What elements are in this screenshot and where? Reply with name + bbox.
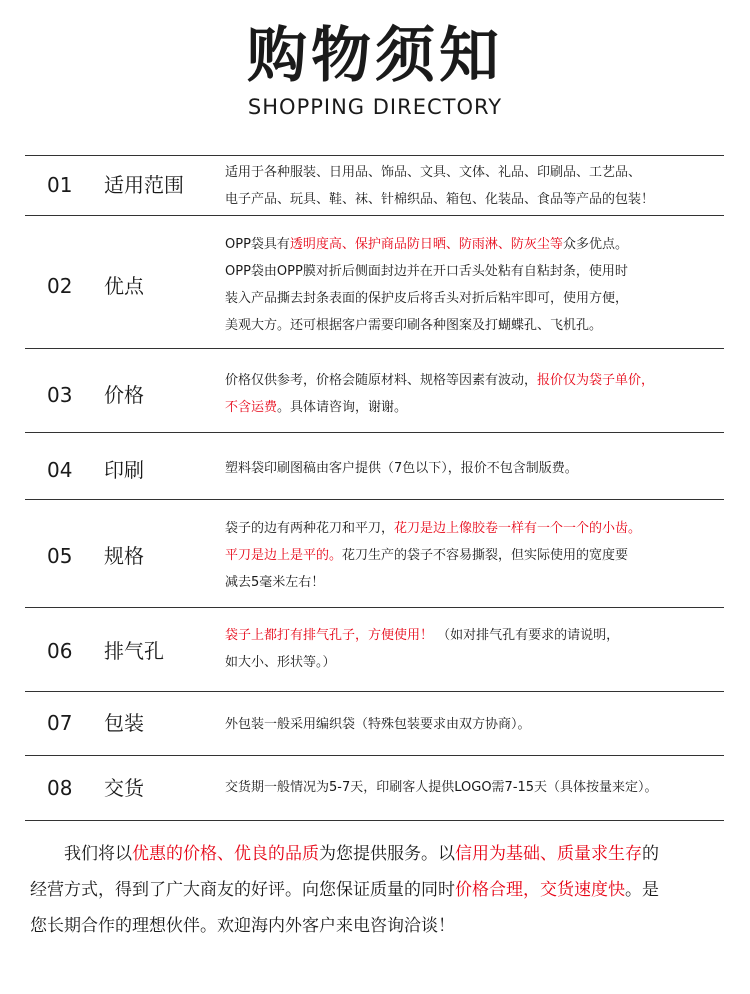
body-text: OPP袋由OPP膜对折后侧面封边并在开口舌头处粘有自粘封条，使用时 — [225, 264, 628, 279]
row-description — [225, 515, 725, 596]
text-line — [225, 622, 725, 649]
text-line — [225, 186, 725, 213]
text-line — [30, 908, 730, 944]
row-divider — [25, 820, 724, 821]
row-divider — [25, 499, 724, 500]
row-label: 优点 — [104, 274, 144, 298]
body-text: 电子产品、玩具、鞋、袜、针棉织品、箱包、化装品、食品等产品的包装！ — [225, 192, 655, 207]
text-line — [225, 774, 725, 801]
text-line — [225, 649, 725, 676]
row-description — [225, 231, 725, 339]
body-text: 装入产品撕去封条表面的保护皮后将舌头对折后粘牢即可，使用方便， — [225, 291, 629, 306]
body-text: 经营方式，得到了广大商友的好评。向您保证质量的同时 — [30, 880, 455, 900]
row-label: 包装 — [104, 711, 144, 735]
body-text: 的 — [642, 844, 659, 864]
body-text: 。是 — [625, 880, 659, 900]
body-text: 外包装一般采用编织袋（特殊包装要求由双方协商）。 — [225, 717, 531, 732]
text-line — [225, 312, 725, 339]
row-divider — [25, 691, 724, 692]
row-divider — [25, 607, 724, 608]
closing-paragraph — [30, 836, 730, 944]
body-text: 如大小、形状等。） — [225, 655, 336, 670]
highlight-text: 花刀是边上像胶卷一样有一个一个的小齿。 — [394, 521, 642, 536]
body-text: （如对排气孔有要求的请说明， — [433, 628, 620, 643]
row-label: 规格 — [104, 544, 144, 568]
row-label: 印刷 — [104, 458, 144, 482]
row-label: 排气孔 — [104, 639, 164, 663]
highlight-text: 优惠的价格、优良的品质 — [132, 844, 319, 864]
text-line — [225, 542, 725, 569]
highlight-text: 信用为基础、质量求生存 — [455, 844, 642, 864]
text-line — [30, 872, 730, 908]
highlight-text: 价格合理，交货速度快 — [455, 880, 625, 900]
text-line — [225, 285, 725, 312]
row-number: 07 — [47, 711, 73, 735]
text-line — [225, 455, 725, 482]
row-divider — [25, 155, 724, 156]
text-line — [225, 569, 725, 596]
text-line — [30, 836, 730, 872]
highlight-text: 袋子上都打有排气孔子，方便使用！ — [225, 628, 434, 643]
text-line — [225, 394, 725, 421]
row-number: 06 — [47, 639, 73, 663]
row-description — [225, 774, 725, 801]
row-number: 05 — [47, 544, 73, 568]
body-text: 为您提供服务。以 — [319, 844, 455, 864]
row-description — [225, 159, 725, 213]
row-description — [225, 367, 725, 421]
row-number: 08 — [47, 776, 73, 800]
row-description — [225, 711, 725, 738]
text-line — [225, 367, 725, 394]
row-number: 01 — [47, 173, 73, 197]
body-text: 减去5毫米左右！ — [225, 575, 325, 590]
body-text: 塑料袋印刷图稿由客户提供（7色以下），报价不包含制版费。 — [225, 461, 578, 476]
highlight-text: 透明度高、保护商品防日晒、防雨淋、防灰尘等 — [289, 237, 563, 252]
page-title: 购物须知 — [247, 21, 503, 91]
body-text: 众多优点。 — [562, 237, 628, 252]
body-text: 适用于各种服装、日用品、饰品、文具、文体、礼品、印刷品、工艺品、 — [225, 165, 642, 180]
text-line — [225, 515, 725, 542]
row-description — [225, 455, 725, 482]
row-label: 适用范围 — [104, 173, 184, 197]
highlight-text: 不含运费 — [225, 400, 278, 415]
body-text: 我们将以 — [30, 844, 132, 864]
row-divider — [25, 215, 724, 216]
row-number: 04 — [47, 458, 73, 482]
text-line — [225, 159, 725, 186]
text-line — [225, 231, 725, 258]
body-text: 交货期一般情况为5-7天，印刷客人提供LOGO需7-15天（具体按量来定）。 — [225, 780, 658, 795]
body-text: 袋子的边有两种花刀和平刀， — [225, 521, 395, 536]
row-number: 03 — [47, 383, 73, 407]
body-text: 。具体请咨询，谢谢。 — [277, 400, 408, 415]
text-line — [225, 711, 725, 738]
row-label: 价格 — [104, 383, 144, 407]
row-divider — [25, 755, 724, 756]
body-text: 花刀生产的袋子不容易撕裂，但实际使用的宽度要 — [342, 548, 629, 563]
highlight-text: 平刀是边上是平的。 — [225, 548, 343, 563]
row-number: 02 — [47, 274, 73, 298]
row-divider — [25, 432, 724, 433]
highlight-text: 报价仅为袋子单价， — [537, 373, 655, 388]
row-divider — [25, 348, 724, 349]
page-subtitle: SHOPPING DIRECTORY — [247, 95, 503, 119]
body-text: 美观大方。还可根据客户需要印刷各种图案及打蝴蝶孔、飞机孔。 — [225, 318, 603, 333]
row-description — [225, 622, 725, 676]
body-text: 您长期合作的理想伙伴。欢迎海内外客户来电咨询洽谈！ — [30, 916, 455, 936]
text-line — [225, 258, 725, 285]
row-label: 交货 — [104, 776, 144, 800]
body-text: 价格仅供参考，价格会随原材料、规格等因素有波动， — [225, 373, 538, 388]
body-text: OPP袋具有 — [225, 237, 290, 252]
